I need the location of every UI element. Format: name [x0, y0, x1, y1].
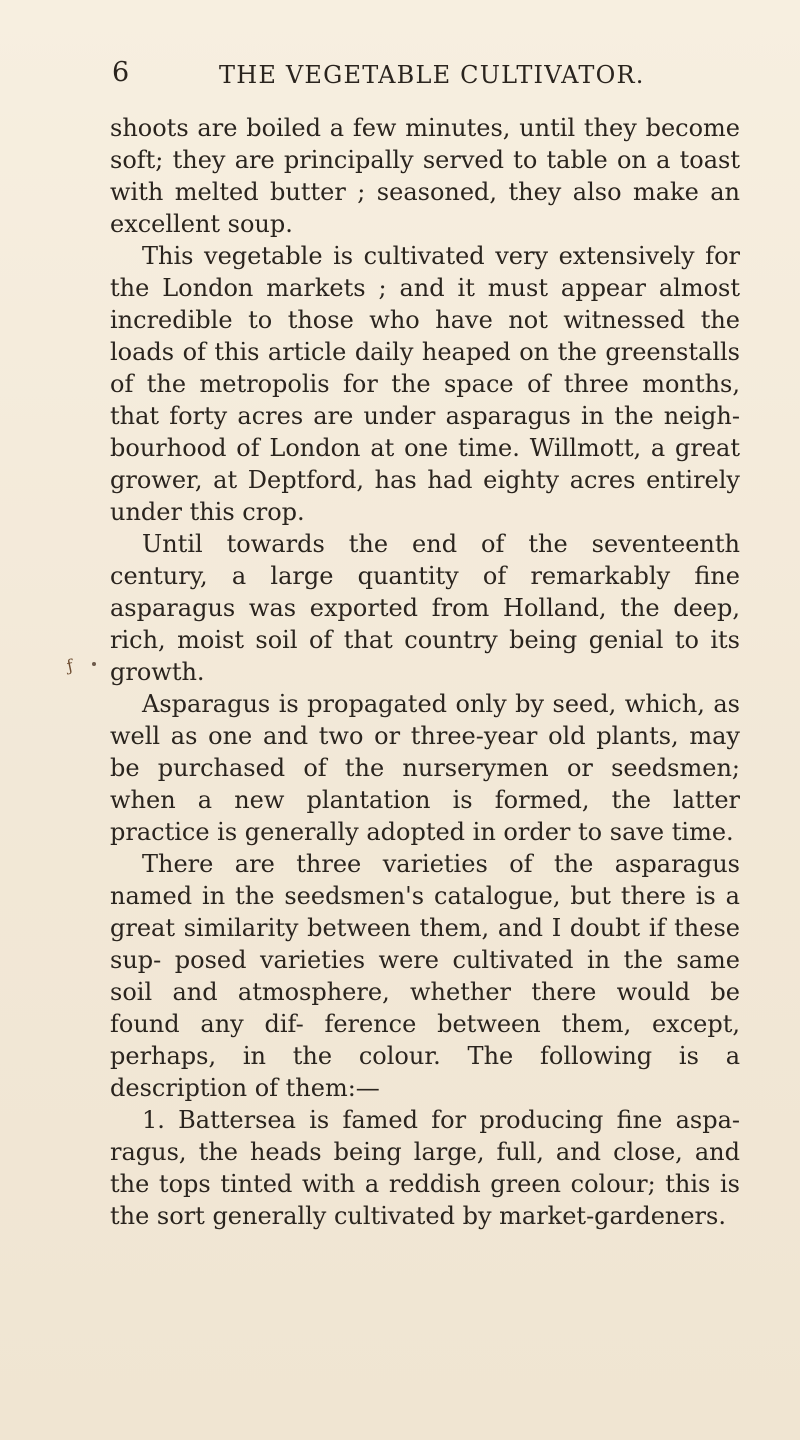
running-head: THE VEGETABLE CULTIVATOR.: [219, 61, 645, 89]
body-text: [110, 112, 740, 1232]
paragraph-1: shoots are boiled a few minutes, until they become soft; they are principally served to table on a toast with melted butter ; seasoned, they also make an excellent soup.: [110, 114, 740, 238]
paragraph-2: This vegetable is cultivated very extensively for the London markets ; and it must appear almost incredible to those who have not witnessed the loads of this article daily heaped on the greenstalls of the metropolis for the space of three months, that forty acres are under asparagus in the neigh- bourhood of London at one time. Willmott, a great grower, at Deptford, has had eighty acres entirely under this crop.: [110, 242, 740, 526]
margin-dot: [92, 662, 96, 666]
paragraph-3: Until towards the end of the seventeenth century, a large quantity of remarkably fine asparagus was exported from Holland, the deep, rich, moist soil of that country being genial to its growth.: [110, 530, 740, 686]
paragraph-5: There are three varieties of the asparagus named in the seedsmen's catalogue, but there is a great similarity between them, and I doubt if these sup- posed varieties were cultivated in the same soil and atmosphere, whether there would be found any dif- ference between them, except, perhaps, in the colour. The following is a description of them:—: [110, 850, 740, 1102]
margin-mark: ƒ: [64, 655, 75, 676]
paragraph-4: Asparagus is propagated only by seed, which, as well as one and two or three-year old plants, may be purchased of the nurserymen or seedsmen; when a new plantation is formed, the latter practice is generally adopted in order to save time.: [110, 690, 740, 846]
paragraph-6: 1. Battersea is famed for producing fine aspa- ragus, the heads being large, full, and close, and the tops tinted with a reddish green colour; this is the sort generally cultivated by market-gardeners.: [110, 1106, 740, 1230]
page-header: [112, 58, 732, 92]
page-number: 6: [112, 57, 130, 88]
